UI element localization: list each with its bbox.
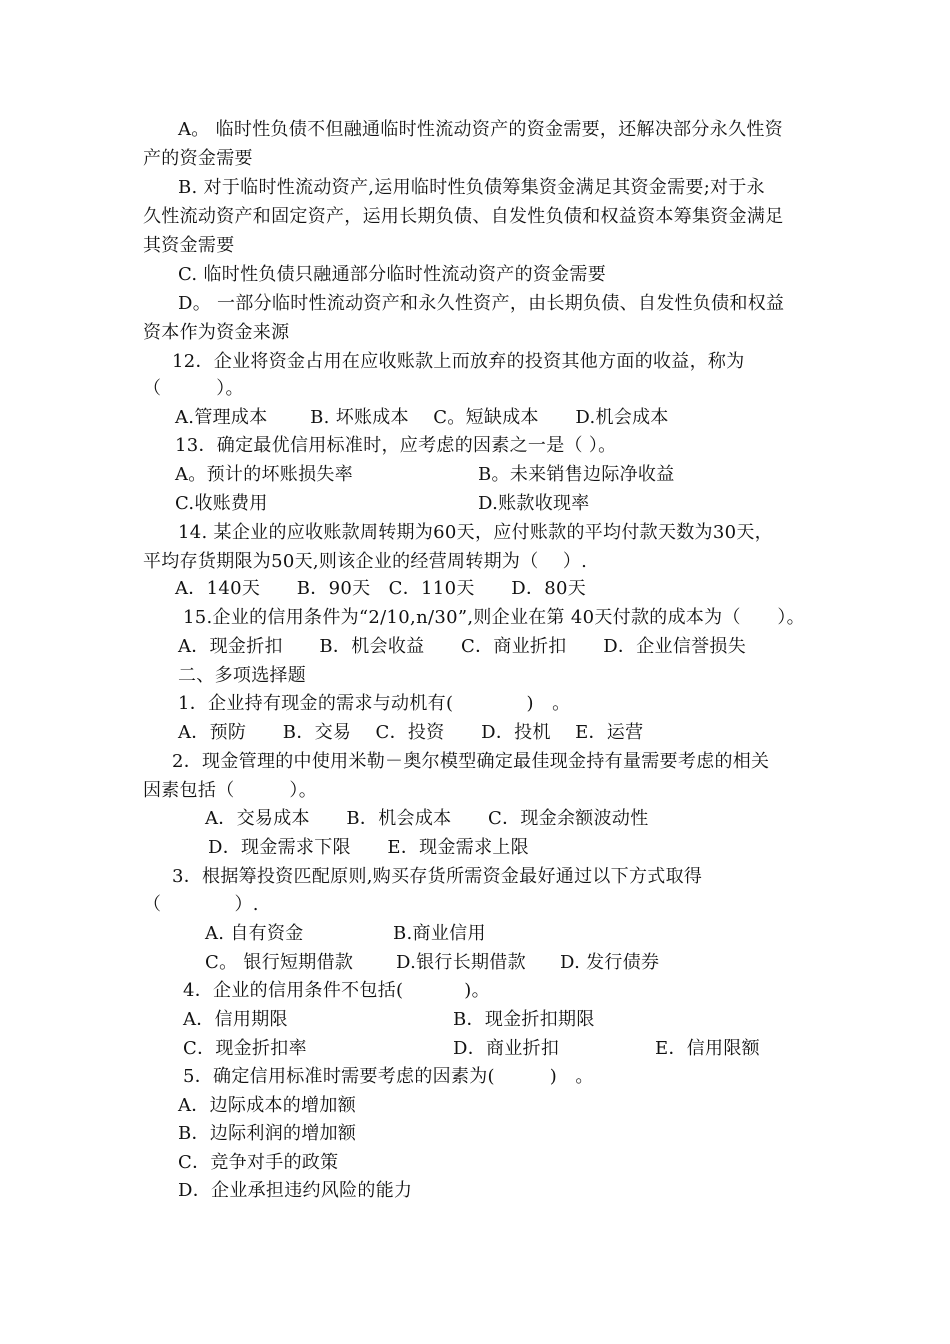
question-5: 5．确定信用标准时需要考虑的因素为( ) 。	[183, 1066, 594, 1087]
text-line: 其资金需要	[143, 235, 235, 256]
text-line: C. 临时性负债只融通部分临时性流动资产的资金需要	[178, 264, 607, 285]
options-line: D．现金需求下限 E．现金需求上限	[208, 837, 529, 858]
question-14: 14. 某企业的应收账款周转期为60天，应付账款的平均付款天数为30天，	[178, 522, 773, 543]
option: E．信用限额	[655, 1038, 760, 1059]
option: C。 银行短期借款	[205, 952, 354, 973]
options-line: A．现金折扣 B．机会收益 C．商业折扣 D．企业信誉损失	[178, 636, 747, 657]
option: B．边际利润的增加额	[178, 1123, 357, 1144]
question-4: 4．企业的信用条件不包括( )。	[183, 980, 490, 1001]
text-line: 因素包括（ ）。	[143, 780, 317, 801]
option: B.商业信用	[393, 923, 486, 944]
text-line: B. 对于临时性流动资产,运用临时性负债筹集资金满足其资金需要;对于永	[178, 177, 765, 198]
option: A．信用期限	[183, 1009, 288, 1030]
option: A。预计的坏账损失率	[175, 464, 353, 485]
options-line: A．交易成本 B．机会成本 C．现金余额波动性	[205, 808, 649, 829]
question-2: 2．现金管理的中使用米勒－奥尔模型确定最佳现金持有量需要考虑的相关	[172, 751, 770, 772]
option: B．现金折扣期限	[453, 1009, 595, 1030]
option: D.账款收现率	[478, 493, 590, 514]
option: D. 发行债券	[560, 952, 660, 973]
option: A．边际成本的增加额	[178, 1095, 356, 1116]
text-line: （ ）。	[143, 378, 244, 399]
option: B。未来销售边际净收益	[478, 464, 675, 485]
question-15: 15.企业的信用条件为“2/10,n/30”,则企业在第 40天付款的成本为（ ）。	[183, 607, 805, 628]
text-line: A。 临时性负债不但融通临时性流动资产的资金需要，还解决部分永久性资	[178, 119, 783, 140]
text-line: 资本作为资金来源	[143, 322, 290, 343]
option: A. 自有资金	[205, 923, 304, 944]
question-1: 1．企业持有现金的需求与动机有( ) 。	[178, 693, 571, 714]
section-heading: 二、多项选择题	[178, 665, 307, 686]
text-line: 久性流动资产和固定资产，运用长期负债、自发性负债和权益资本筹集资金满足	[143, 206, 784, 227]
options-line: A.管理成本 B. 坏账成本 C。短缺成本 D.机会成本	[175, 407, 669, 428]
text-line: 产的资金需要	[143, 148, 253, 169]
text-line: 平均存货期限为50天,则该企业的经营周转期为（ ）.	[143, 551, 588, 572]
option: D．商业折扣	[453, 1038, 560, 1059]
option: D.银行长期借款	[396, 952, 526, 973]
options-line: A．预防 B．交易 C．投资 D．投机 E．运营	[178, 722, 644, 743]
question-13: 13．确定最优信用标准时，应考虑的因素之一是（ ）。	[175, 435, 617, 456]
option: C．竞争对手的政策	[178, 1152, 339, 1173]
question-12: 12．企业将资金占用在应收账款上而放弃的投资其他方面的收益，称为	[172, 351, 745, 372]
option: C.收账费用	[175, 493, 268, 514]
text-line: D。 一部分临时性流动资产和永久性资产，由长期负债、自发性负债和权益	[178, 293, 785, 314]
option: D．企业承担违约风险的能力	[178, 1180, 413, 1201]
text-line: （ ）.	[143, 894, 259, 915]
option: C．现金折扣率	[183, 1038, 307, 1059]
options-line: A．140天 B．90天 C．110天 D．80天	[175, 578, 587, 599]
question-3: 3．根据筹投资匹配原则,购买存货所需资金最好通过以下方式取得	[172, 866, 703, 887]
